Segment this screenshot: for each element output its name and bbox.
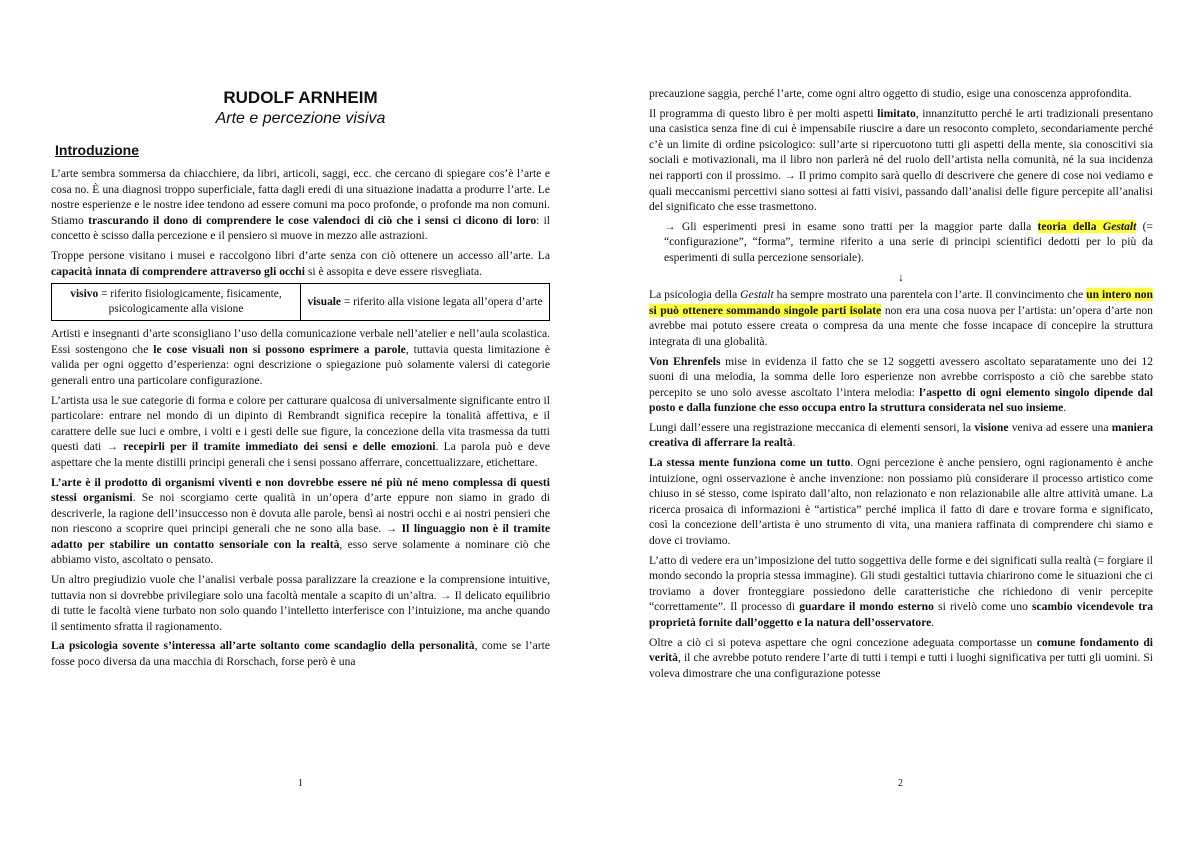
text: .	[792, 436, 796, 450]
bold-text: le cose visuali non si possono esprimere a parole	[153, 342, 406, 356]
paragraph	[649, 553, 1153, 631]
text: . Se noi scorgiamo certe qualità in un’opera d’arte eppure non siamo in grado di descriverle, la ragione dell’insuccesso non è dovuta alle parole, bensì ai nostri occhi e ai nostri pensieri che non riescono a scoprire quei principi generali che ne sono alla base. →	[51, 491, 550, 536]
text: , esso serve solamente a nominare ciò che abbiamo visto, ascoltato o pensato.	[51, 537, 550, 567]
text: veniva ad essere una	[1008, 420, 1112, 434]
text: teoria della	[1037, 219, 1103, 233]
paragraph	[649, 354, 1153, 416]
page-1-body	[51, 166, 550, 674]
text: si rivelò come uno	[933, 600, 1032, 614]
paragraph: precauzione saggia, perché l’arte, come ogni altro oggetto di studio, esige una conoscenza approfondita.	[649, 87, 1132, 100]
text: .	[931, 616, 935, 629]
text: (= “configurazione”, “forma”, termine riferito a una serie di principi scientifici dedotti per lo più da esperimenti di sulla percezione sensoriale).	[664, 219, 1153, 264]
paragraph: Un altro pregiudizio vuole che l’analisi verbale possa paralizzare la creazione e la comprensione intuitive, tuttavia non si dovrebbe privilegiare solo una facoltà mentale a scapito di un’altra. → Il delicato equilibrio di tutte le facoltà viene turbato non solo quando l’intelletto interferisce con l’intuizione, ma anche quando il sentimento sfratta il ragionamento.	[51, 573, 550, 633]
paragraph	[649, 420, 1153, 451]
section-heading: Introduzione	[55, 142, 139, 158]
bold-text: maniera creativa di afferrare la realtà	[649, 420, 1153, 450]
text: La psicologia della	[649, 288, 741, 302]
paragraph	[51, 166, 550, 244]
paragraph	[51, 326, 550, 388]
text: L’atto di vedere era un’imposizione del tutto soggettiva delle forme e dei significati sulla realtà (= forgiare il mondo secondo la propria stessa immagine). Gli studi gestaltici tuttavia chiarirono come le situazioni che ci troviamo a dover fronteggiare possiedono delle caratteristiche che richiedono di venir percepite “correttamente”. Il processo di	[649, 553, 1153, 614]
text: Oltre a ciò ci si poteva aspettare che ogni concezione adeguata comportasse un	[649, 635, 1037, 649]
text: non era una cosa nuova per l’artista: un’opera d’arte non avrebbe mai potuto essere creata o compresa da una mente che fosse incapace di concepire la struttura integrata di una globalità.	[649, 303, 1153, 348]
bold-text: guardare il mondo esterno	[799, 600, 934, 614]
italic-text: Gestalt	[1102, 219, 1137, 233]
text: Il programma di questo libro è per molti aspetti	[649, 106, 878, 120]
text: Artisti e insegnanti d’arte sconsigliano l’uso della comunicazione verbale nell’atelier e nell’aula scolastica. Essi sostengono che	[51, 327, 550, 356]
text: L’arte sembra sommersa da chiacchiere, da libri, articoli, saggi, ecc. che cercano di spiegare cos’è l’arte e cosa no. È una diagnosi troppo superficiale, fatta dagli eredi di una situazione inadatta a produrre l’arte. Le nostre esperienze e le nostre idee tendono ad essere comuni ma poco profonde, o profonde ma non comuni. Stiamo	[51, 167, 550, 227]
text: , tuttavia questa limitazione è valida per ogni oggetto d’esperienza: ogni descrizione o spiegazione può solamente valersi di categorie generali entro una particolare configurazione.	[51, 342, 550, 387]
paragraph	[649, 287, 1153, 349]
text: ha sempre mostrato una parentela con l’arte. Il convincimento che	[773, 288, 1087, 302]
text: .	[1063, 401, 1067, 415]
page-2	[600, 0, 1200, 849]
term: visivo	[70, 288, 99, 301]
bold-text: scambio vicendevole tra proprietà fornite dall’oggetto e la natura dell’osservatore	[649, 600, 1154, 629]
paragraph	[51, 248, 550, 279]
bold-text: L’arte è il prodotto di organismi viventi e non dovrebbe essere né più né meno complessa di questi stessi organismi	[51, 475, 550, 505]
highlighted-text: un intero non si può ottenere sommando singole parti isolate	[649, 288, 1154, 317]
bold-text: La stessa mente funziona come un tutto	[649, 456, 851, 470]
bold-text: trascurando il dono di comprendere le cose valendoci di ciò che i sensi ci dicono di loro	[88, 213, 537, 227]
definition-table	[51, 283, 550, 321]
text: : il concetto è scisso dalla percezione e il pensiero si muove in mezzo alle astrazioni.	[51, 213, 551, 243]
paragraph	[649, 106, 1153, 215]
term: visuale	[307, 295, 341, 308]
text: . La parola può e deve aspettare che la mente distilli principi generali che i sensi possano afferrare, concettualizzare, etichettare.	[51, 440, 550, 469]
bold-text: capacità innata di comprendere attraverso gli occhi	[51, 264, 305, 278]
bold-text: Von Ehrenfels	[649, 354, 721, 368]
paragraph	[649, 219, 1153, 266]
text: L’artista usa le sue categorie di forma e colore per catturare qualcosa di universalmente significante entro il particolare: entrare nel mondo di un dipinto di Rembrandt significa recepire la tonalità affettiva, e il carattere delle sue luci e ombre, i volti e i gesti delle sue figure, la concezione della vita trasmessa da tutti questi dati →	[51, 393, 550, 454]
text: , come se l’arte fosse poco diversa da una macchia di Rorschach, forse però è una	[51, 639, 550, 669]
definition-cell-visuale	[301, 284, 550, 321]
text: , il che avrebbe potuto rendere l’arte di tutti i tempi e tutti i luoghi significativa per tutti gli uomini. Si voleva dimostrare che una configurazione potesse	[649, 651, 1153, 680]
page-number: 2	[898, 778, 903, 789]
document-title: RUDOLF ARNHEIM	[223, 88, 378, 107]
highlighted-text	[1038, 220, 1137, 233]
bold-text: l’aspetto di ogni elemento singolo dipende dal posto e dalla funzione che esso occupa entro la struttura considerata nel suo insieme	[649, 385, 1154, 415]
paragraph	[649, 635, 1153, 682]
bold-text: La psicologia sovente s’interessa all’arte soltanto come scandaglio della personalità	[51, 639, 475, 653]
page-2-body	[649, 86, 1153, 685]
bold-text: visione	[974, 420, 1009, 434]
bold-text: recepirli per il tramite immediato dei sensi e delle emozioni	[123, 440, 436, 454]
paragraph	[51, 393, 550, 471]
arrow-down-icon: ↓	[898, 270, 904, 284]
definition-cell-visivo	[52, 284, 301, 321]
bold-text: Il linguaggio non è il tramite adatto per stabilire un contatto sensoriale con la realtà	[51, 522, 550, 551]
bold-text: limitato	[877, 106, 916, 120]
definition: = riferito alla visione legata all’opera d’arte	[340, 295, 543, 308]
paragraph	[51, 638, 550, 669]
text: Lungi dall’essere una registrazione meccanica di elementi sensori, la	[649, 420, 975, 434]
bold-text: comune fondamento di verità	[649, 635, 1153, 665]
text: . Ogni percezione è anche pensiero, ogni ragionamento è anche intuizione, ogni osservazione è anche invenzione: non possiamo più considerare il processo artistico come chiuso in sé stesso, come ispirato dall’alto, non relazionato e non relazionabile alle altre attività umane. La ricerca prosaica di informazioni è “artistica” perché implica il fatto di dare e trovare forma e significato, così la concezione dell’artista è uno strumento di vita, una maniera raffinata di comprendere chi siamo e dove ci troviamo.	[649, 456, 1153, 548]
definition: = riferito fisiologicamente, fisicamente, psicologicamente alla visione	[98, 288, 282, 316]
text: → Gli esperimenti presi in esame sono tratti per la maggior parte dalla	[664, 219, 1038, 233]
paragraph	[51, 475, 550, 569]
text: mise in evidenza il fatto che se 12 soggetti avessero ascoltato separatamente uno dei 12 suoni di una melodia, la somma delle loro esperienze non avrebbe corrisposto a ciò che sarebbe stato percepito se uno solo avesse ascoltato l’intera melodia:	[649, 354, 1153, 399]
paragraph	[649, 455, 1153, 549]
italic-text: Gestalt	[740, 288, 774, 302]
text: , innanzitutto perché le arti tradizionali presentano una casistica senza fine di cui è impensabile riuscire a dare un resoconto completo, secondariamente perché c’è un limite di ordine psicologico: sull’arte si ripercuotono tutti gli aspetti della mente, sia conoscitivi sia sociali e motivazionali, ma il libro non parlerà né del ruolo dell’artista nella comunità, né la sua incidenza nei rapporti con il prossimo. → Il primo compito sarà quello di descrivere che genere di cose noi vediamo e quali meccanismi percettivi siano sottesi ai fatti visivi, passando dall’analisi delle figure percepite all’analisi del significato che esse trasmettono.	[649, 106, 1153, 214]
text: si è assopita e deve essere risvegliata.	[304, 264, 483, 278]
document-subtitle: Arte e percezione visiva	[215, 110, 386, 127]
page-number: 1	[298, 778, 303, 789]
text: Troppe persone visitano i musei e raccolgono libri d’arte senza con ciò ottenere un accesso all’arte. La	[51, 248, 550, 262]
